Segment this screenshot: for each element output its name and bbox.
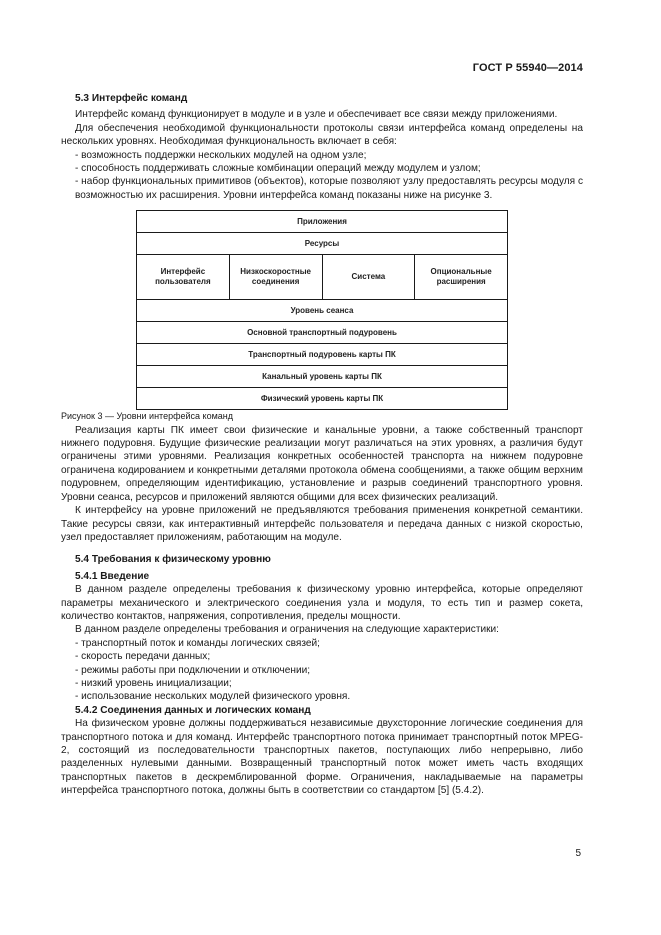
cell-system: Система [323,255,416,299]
cell-low-speed: Низкоскоростные соединения [230,255,323,299]
layer-physical: Физический уровень карты ПК [137,388,507,410]
paragraph: На физическом уровне должны поддерживаться независимые двухсторонние логические соединения для транспортного потока и для команд. Интерфейс транспортного потока принимает транспортный поток MPEG-2, состоящий из последовательности транспортных пакетов, поступающих либо непрерывно, либо разделенных нулевыми данными. Возвращенный транспортный поток может иметь часть входящих транспортных пакетов в дескремблированной форме. Ограничения, накладываемые на параметры интерфейса транспортного потока, должны быть в соответствии со стандартом [5] (5.4.2). [61,718,583,797]
list-item: - возможность поддержки нескольких модулей на одном узле; [75,149,367,161]
paragraph: Реализация карты ПК имеет свои физические и канальные уровни, а также собственный транспорт нижнего подуровня. Будущие физические реализации могут различаться на этих уровнях, а различия будут ограничены этими уровнями. Реализация конкретных особенностей транспорта на нижнем подуровне ограничена кодированием и конкретными деталями протокола обмена сообщениями, а также общим верхним подуровнем, определяющим идентификацию, установление и разрыв соединений транспортного уровня. Уровни сеанса, ресурсов и приложений являются общими для всех физических реализаций. [61,424,583,503]
list-item: - скорость передачи данных; [75,651,211,663]
section-5-3-heading: 5.3 Интерфейс команд [75,93,188,104]
list-item: - режимы работы при подключении и отключении; [75,664,311,676]
section-5-4-1-heading: 5.4.1 Введение [75,570,150,582]
paragraph: Для обеспечения необходимой функциональности протоколы связи интерфейса команд определены на нескольких уровнях. Необходимая функциональность включает в себя: [61,122,583,148]
list-item: - низкий уровень инициализации; [75,677,232,689]
layer-link: Канальный уровень карты ПК [137,366,507,388]
layer-session: Уровень сеанса [137,300,507,322]
layer-transport-card: Транспортный подуровень карты ПК [137,344,507,366]
page-number: 5 [575,848,581,859]
paragraph: В данном разделе определены требования к физическому уровню интерфейса, которые определяют параметры механического и электрического соединения узла и модуля, то есть тип и размер сокета, количество контактов, напряжения, сопротивления, пределы мощности. [61,584,583,622]
list-item: - использование нескольких модулей физического уровня. [75,691,351,703]
cell-user-interface: Интерфейс пользователя [137,255,230,299]
layer-transport-base: Основной транспортный подуровень [137,322,507,344]
standard-number: ГОСТ Р 55940—2014 [472,62,583,74]
paragraph: Интерфейс команд функционирует в модуле и в узле и обеспечивает все связи между приложениями. [75,109,558,121]
list-item: - транспортный поток и команды логических связей; [75,637,320,649]
section-5-4-heading: 5.4 Требования к физическому уровню [75,554,271,566]
cell-optional-extensions: Опциональные расширения [430,267,492,287]
list-item: - набор функциональных примитивов (объектов), которые позволяют узлу предоставлять ресурсы модуля с возможностью их расширения. Уровни интерфейса команд показаны ниже на рисунке 3. [75,176,583,201]
command-interface-layers-diagram [136,210,508,410]
paragraph: В данном разделе определены требования и ограничения на следующие характеристики: [75,624,499,636]
page-content [61,92,583,798]
layer-resources: Ресурсы [137,233,507,255]
paragraph: К интерфейсу на уровне приложений не предъявляются требования применения конкретной семантики. Такие ресурсы связи, как интерактивный интерфейс пользователя и передача данных с низкой скоростью, узел предоставляет приложениям, работающим на модуле. [61,505,583,543]
layer-applications: Приложения [137,211,507,233]
figure-caption: Рисунок 3 — Уровни интерфейса команд [61,411,233,422]
layer-resource-types [137,255,507,300]
section-5-4-2-heading: 5.4.2 Соединения данных и логических команд [75,704,311,716]
list-item: - способность поддерживать сложные комбинации операций между модулем и узлом; [75,163,481,175]
